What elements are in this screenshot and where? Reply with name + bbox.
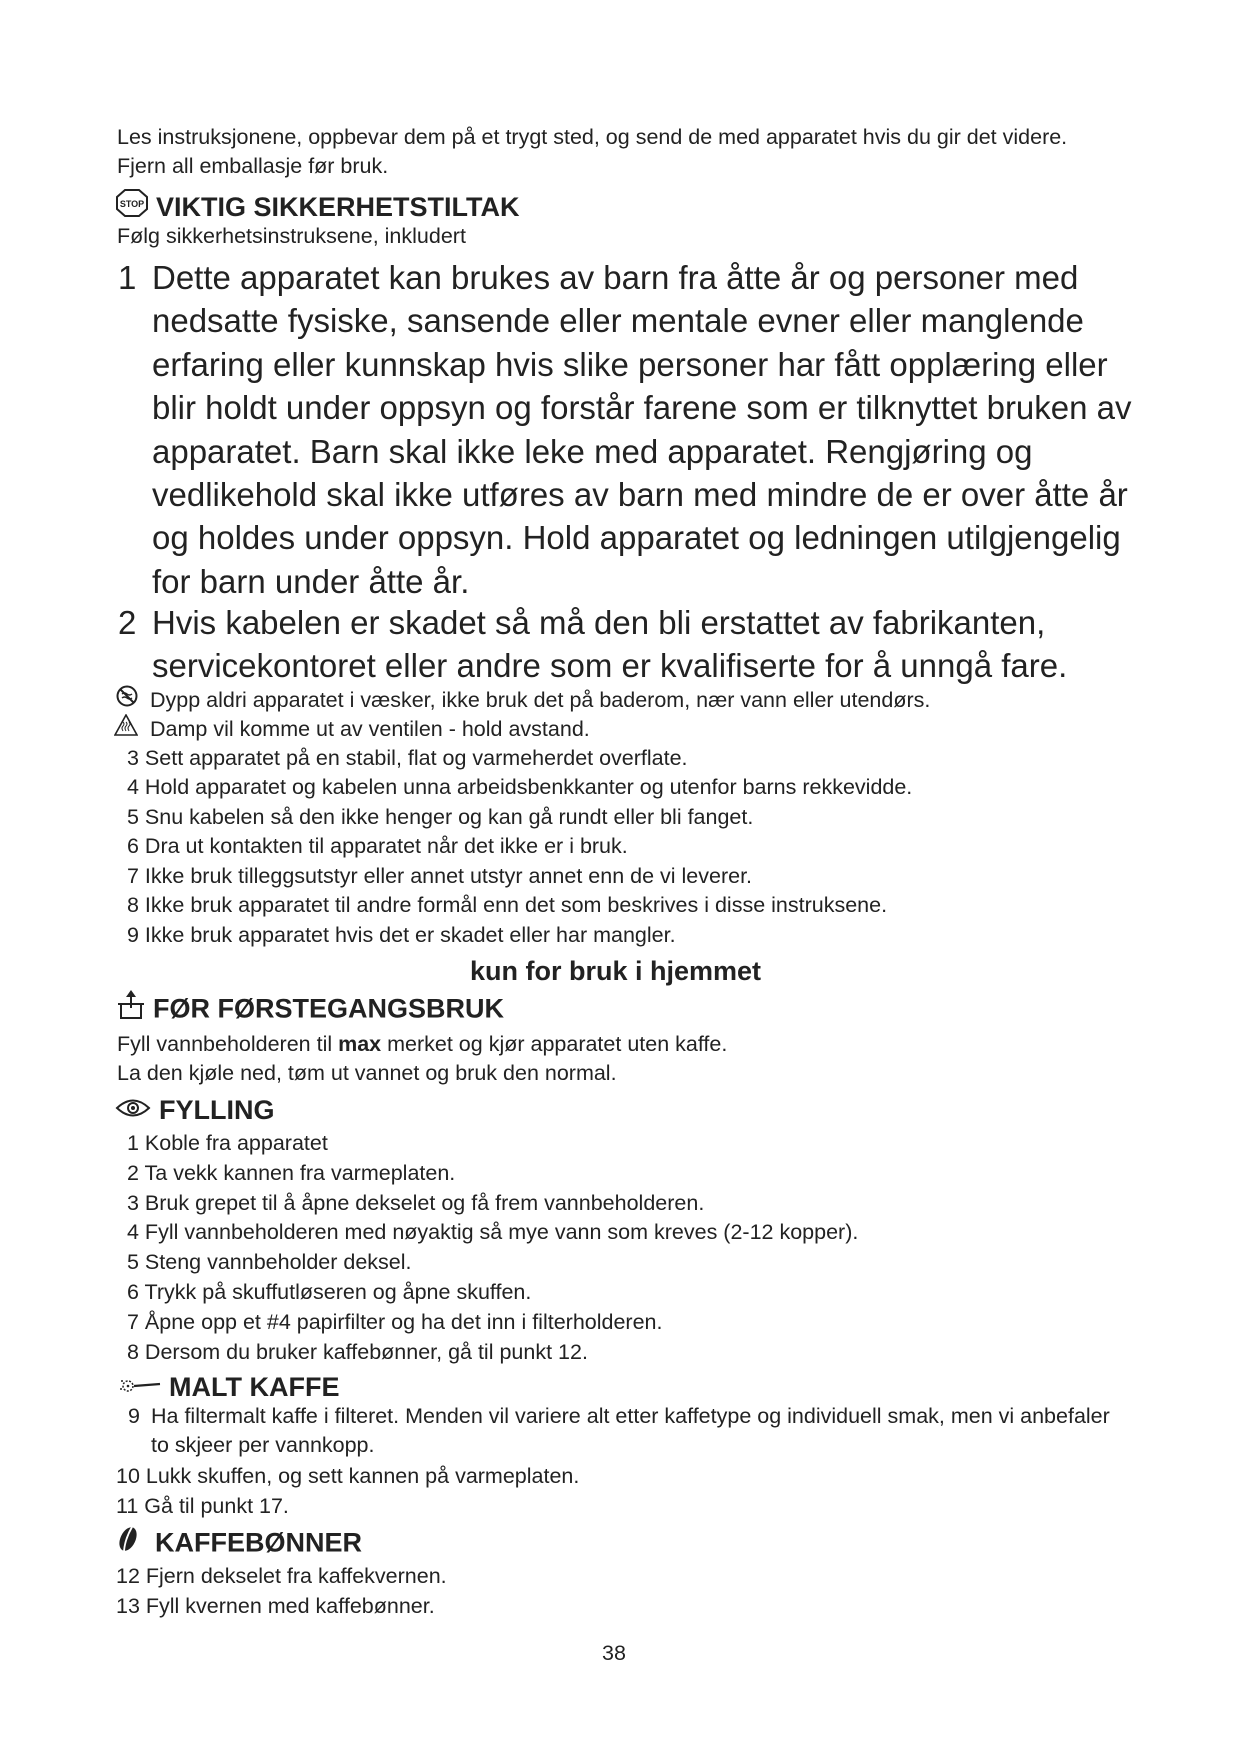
safety-subheading: Følg sikkerhetsinstruksene, inkludert xyxy=(117,224,466,248)
filling-item: 4 Fyll vannbeholderen med nøyaktig så mye vann som kreves (2-12 kopper). xyxy=(127,1220,859,1244)
coffee-bean-icon xyxy=(117,1524,139,1561)
first-use-line-2: La den kjøle ned, tøm ut vannet og bruk den normal. xyxy=(117,1061,617,1085)
filling-item: 1 Koble fra apparatet xyxy=(127,1131,328,1155)
filling-item: 8 Dersom du bruker kaffebønner, gå til punkt 12. xyxy=(127,1340,588,1364)
first-use-line-1 xyxy=(117,1030,727,1059)
safety-item-1 xyxy=(118,256,1138,603)
unpack-box-icon xyxy=(117,990,145,1027)
safety-item-7: 7 Ikke bruk tilleggsutstyr eller annet utstyr annet enn de vi leverer. xyxy=(127,864,753,888)
ground-coffee-heading xyxy=(117,1369,339,1403)
no-immerse-line xyxy=(116,685,930,715)
ground-coffee-item-9 xyxy=(118,1402,1128,1460)
item-text: Dette apparatet kan brukes av barn fra åtte år og personer med nedsatte fysiske, sansende eller mentale evner eller manglende erfaring eller kunnskap hvis slike personer har fått opplæring eller blir holdt under oppsyn og forstår farene som er tilknyttet bruken av apparatet. Barn skal ikke leke med apparatet. Rengjøring og vedlikehold skal ikke utføres av barn med mindre de er over åtte år og holdes under oppsyn. Hold apparatet og ledningen utilgjengelig for barn under åtte år. xyxy=(152,259,1132,600)
eye-icon xyxy=(115,1094,151,1126)
coffee-beans-item-13: 13 Fyll kvernen med kaffebønner. xyxy=(116,1594,435,1618)
safety-item-4: 4 Hold apparatet og kabelen unna arbeidsbenkkanter og utenfor barns rekkevidde. xyxy=(127,775,913,799)
ground-coffee-spoon-icon xyxy=(117,1371,161,1403)
item-number: 2 xyxy=(118,604,137,641)
first-use-heading xyxy=(117,990,504,1027)
safety-item-8: 8 Ikke bruk apparatet til andre formål enn det som beskrives i disse instruksene. xyxy=(127,893,888,917)
intro-text: Les instruksjonene, oppbevar dem på et trygt sted, og send de med apparatet hvis du gir det videre. Fjern all emballasje før bruk. xyxy=(117,125,1068,178)
filling-item: 3 Bruk grepet til å åpne dekselet og få frem vannbeholderen. xyxy=(127,1191,705,1215)
safety-item-5: 5 Snu kabelen så den ikke henger og kan gå rundt eller bli fanget. xyxy=(127,805,754,829)
safety-heading-text: VIKTIG SIKKERHETSTILTAK xyxy=(156,191,520,222)
filling-item: 7 Åpne opp et #4 papirfilter og ha det inn i filterholderen. xyxy=(127,1310,663,1334)
coffee-beans-item-12: 12 Fjern dekselet fra kaffekvernen. xyxy=(116,1564,447,1588)
filling-item: 5 Steng vannbeholder deksel. xyxy=(127,1250,412,1274)
item-text: Hvis kabelen er skadet så må den bli erstattet av fabrikanten, servicekontoret eller andre som er kvalifiserte for å unngå fare. xyxy=(152,604,1068,685)
safety-item-6: 6 Dra ut kontakten til apparatet når det ikke er i bruk. xyxy=(127,834,628,858)
first-use-line-1-b: merket og kjør apparatet uten kaffe. xyxy=(381,1032,728,1056)
steam-warning-text: Damp vil komme ut av ventilen - hold avstand. xyxy=(150,716,590,741)
steam-warning-icon xyxy=(114,714,138,744)
item-number: 9 xyxy=(128,1404,140,1428)
svg-text:STOP: STOP xyxy=(119,199,145,210)
filling-item: 2 Ta vekk kannen fra varmeplaten. xyxy=(127,1161,456,1185)
ground-coffee-item-10: 10 Lukk skuffen, og sett kannen på varmeplaten. xyxy=(116,1464,580,1488)
page-number: 38 xyxy=(602,1641,626,1665)
coffee-beans-heading-text: KAFFEBØNNER xyxy=(155,1527,362,1558)
stop-icon xyxy=(116,189,148,224)
item-number: 1 xyxy=(118,259,137,296)
max-mark-label: max xyxy=(338,1032,382,1056)
safety-item-9: 9 Ikke bruk apparatet hvis det er skadet eller har mangler. xyxy=(127,923,676,947)
no-immerse-text: Dypp aldri apparatet i væsker, ikke bruk det på baderom, nær vann eller utendørs. xyxy=(150,687,931,712)
filling-heading-text: FYLLING xyxy=(159,1094,275,1125)
safety-item-2 xyxy=(118,601,1138,688)
safety-heading xyxy=(116,189,520,224)
first-use-line-1-a: Fyll vannbeholderen til xyxy=(117,1032,339,1056)
item-text: Ha filtermalt kaffe i filteret. Menden vil variere alt etter kaffetype og individuell smak, men vi anbefaler to skjeer per vannkopp. xyxy=(151,1404,1110,1457)
ground-coffee-item-11: 11 Gå til punkt 17. xyxy=(116,1494,289,1518)
steam-warning-line xyxy=(114,714,590,744)
safety-item-3: 3 Sett apparatet på en stabil, flat og varmeherdet overflate. xyxy=(127,746,688,770)
coffee-beans-heading xyxy=(117,1524,362,1561)
filling-heading xyxy=(115,1092,275,1126)
first-use-heading-text: FØR FØRSTEGANGSBRUK xyxy=(153,993,504,1024)
filling-item: 6 Trykk på skuffutløseren og åpne skuffen. xyxy=(127,1280,532,1304)
ground-coffee-heading-text: MALT KAFFE xyxy=(169,1371,340,1402)
no-immerse-icon xyxy=(116,685,138,715)
home-use-heading: kun for bruk i hjemmet xyxy=(470,956,762,986)
